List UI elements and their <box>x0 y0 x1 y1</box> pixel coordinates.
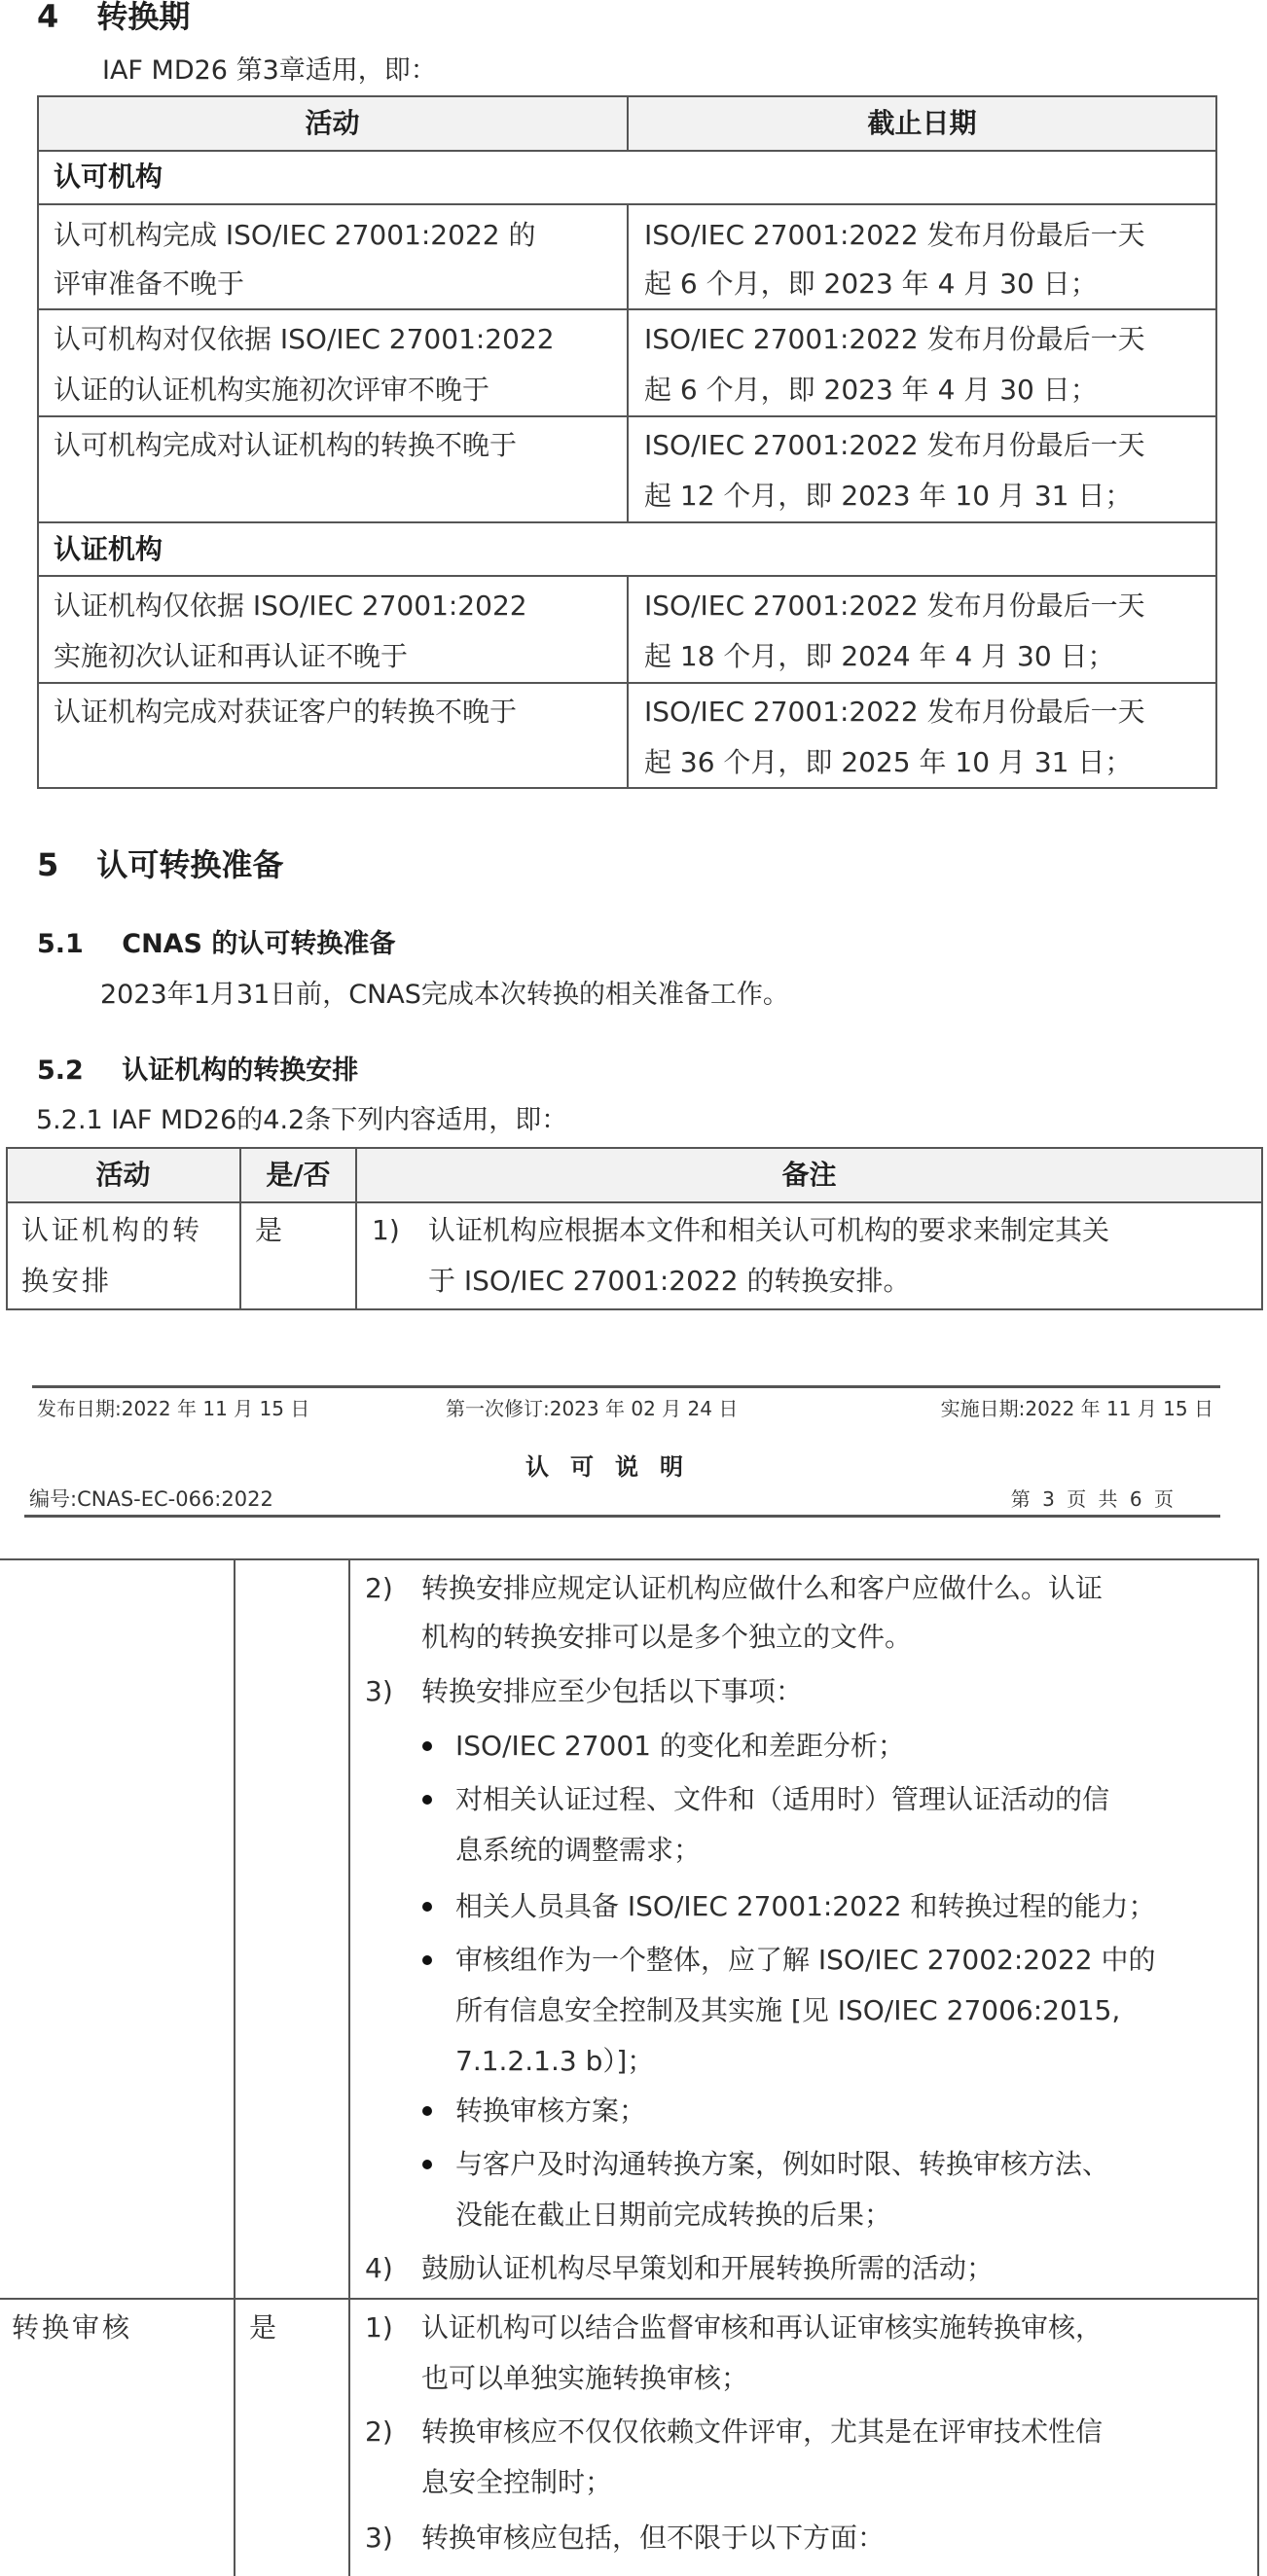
column-divider <box>627 575 629 789</box>
row-divider <box>6 1201 1263 1203</box>
issue-date: 发布日期:2022 年 11 月 15 日 <box>37 1397 310 1420</box>
table-right-border <box>1257 1558 1259 2576</box>
page-info: 第 3 页 共 6 页 <box>1010 1487 1176 1511</box>
note-number: 1) <box>372 1214 400 1246</box>
note-text: 转换安排应规定认证机构应做什么和客户应做什么。认证 <box>421 1572 1104 1604</box>
section-5-1-heading <box>37 922 395 960</box>
header-notes: 备注 <box>781 1159 837 1191</box>
activity-cell: 认证的认证机构实施初次评审不晚于 <box>54 374 490 406</box>
section-number: 5.2 <box>37 1055 84 1086</box>
bullet-text: 相关人员具备 ISO/IEC 27001:2022 和转换过程的能力； <box>455 1890 1156 1922</box>
note-text: 也可以单独实施转换审核； <box>421 2362 749 2394</box>
document-title: 认可说明 <box>525 1453 705 1481</box>
note-text: 转换审核应不仅仅依赖文件评审，尤其是在评审技术性信 <box>421 2415 1104 2448</box>
header-activity: 活动 <box>95 1159 151 1191</box>
note-number: 3) <box>365 1675 393 1707</box>
document-number: 编号:CNAS-EC-066:2022 <box>29 1487 273 1511</box>
bullet-icon <box>422 1902 432 1912</box>
section-number: 5 <box>37 846 59 883</box>
section-5-1-text: 2023年1月31日前，CNAS完成本次转换的相关准备工作。 <box>100 980 789 1010</box>
column-divider <box>234 1558 235 2576</box>
bullet-text: 7.1.2.1.3 b）]； <box>455 2045 655 2077</box>
yes-no-cell: 是 <box>255 1214 283 1246</box>
row-divider <box>0 2298 1259 2300</box>
column-divider <box>348 1558 350 2576</box>
note-number: 2) <box>365 2415 393 2448</box>
yes-no-cell: 是 <box>249 2311 277 2343</box>
activity-cell: 认证机构仅依据 ISO/IEC 27001:2022 <box>54 590 527 622</box>
deadline-cell: 起 36 个月，即 2025 年 10 月 31 日； <box>644 746 1133 778</box>
note-text: 转换审核应包括，但不限于以下方面： <box>421 2522 886 2554</box>
bullet-icon <box>422 1955 432 1965</box>
column-divider <box>627 203 629 522</box>
bullet-text: 没能在截止日期前完成转换的后果； <box>455 2199 892 2231</box>
deadline-cell: ISO/IEC 27001:2022 发布月份最后一天 <box>644 429 1145 461</box>
activity-cell: 认可机构对仅依据 ISO/IEC 27001:2022 <box>54 323 555 355</box>
deadline-cell: 起 6 个月，即 2023 年 4 月 30 日； <box>644 268 1098 300</box>
deadline-cell: 起 6 个月，即 2023 年 4 月 30 日； <box>644 374 1098 406</box>
section-number: 5.1 <box>37 929 84 959</box>
revision-date: 第一次修订:2023 年 02 月 24 日 <box>446 1397 739 1420</box>
effective-date: 实施日期:2022 年 11 月 15 日 <box>940 1397 1213 1420</box>
activity-cell: 转换审核 <box>12 2311 133 2343</box>
bullet-text: 与客户及时沟通转换方案，例如时限、转换审核方法、 <box>455 2148 1110 2180</box>
note-number: 4) <box>365 2252 393 2284</box>
bullet-text: 对相关认证过程、文件和（适用时）管理认证活动的信 <box>455 1783 1110 1815</box>
note-text: 认证机构可以结合监督审核和再认证审核实施转换审核， <box>421 2311 1104 2343</box>
activity-cell: 认可机构完成 ISO/IEC 27001:2022 的 <box>54 219 536 251</box>
bullet-icon <box>422 1741 432 1751</box>
header-top-rule <box>32 1385 1220 1388</box>
note-number: 1) <box>365 2311 393 2343</box>
deadline-cell: ISO/IEC 27001:2022 发布月份最后一天 <box>644 323 1145 355</box>
header-activity: 活动 <box>305 107 360 139</box>
note-text: 于 ISO/IEC 27001:2022 的转换安排。 <box>428 1265 911 1297</box>
bullet-icon <box>422 2106 432 2116</box>
section-title: 认可转换准备 <box>96 846 284 883</box>
section-5-2-1-text: 5.2.1 IAF MD26的4.2条下列内容适用，即： <box>36 1105 568 1135</box>
deadline-cell: ISO/IEC 27001:2022 发布月份最后一天 <box>644 219 1145 251</box>
bullet-icon <box>422 2160 432 2169</box>
section-4-intro: IAF MD26 第3章适用，即： <box>102 55 437 86</box>
bullet-text: 审核组作为一个整体，应了解 ISO/IEC 27002:2022 中的 <box>455 1944 1156 1976</box>
activity-cell: 换安排 <box>21 1265 113 1297</box>
section-5-heading <box>37 841 283 885</box>
note-text: 息安全控制时； <box>421 2466 613 2498</box>
activity-cell: 认可机构完成对认证机构的转换不晚于 <box>54 429 518 461</box>
header-bottom-rule <box>24 1515 1220 1518</box>
bullet-text: ISO/IEC 27001 的变化和差距分析； <box>455 1730 905 1762</box>
section-title: 认证机构的转换安排 <box>122 1055 359 1086</box>
deadline-cell: ISO/IEC 27001:2022 发布月份最后一天 <box>644 590 1145 622</box>
bullet-text: 所有信息安全控制及其实施 [见 ISO/IEC 27006:2015, <box>455 1994 1121 2026</box>
section-title: 转换期 <box>96 0 191 35</box>
header-yes-no: 是/否 <box>266 1159 331 1191</box>
bullet-text: 息系统的调整需求； <box>455 1834 702 1866</box>
bullet-text: 转换审核方案； <box>455 2094 647 2127</box>
activity-cell: 认证机构完成对获证客户的转换不晚于 <box>54 696 518 728</box>
activity-cell: 评审准备不晚于 <box>54 268 245 300</box>
note-text: 转换安排应至少包括以下事项： <box>421 1675 804 1707</box>
table-top-border <box>0 1558 1259 1560</box>
bullet-icon <box>422 1795 432 1805</box>
section-title: CNAS 的认可转换准备 <box>122 929 396 959</box>
activity-cell: 认证机构的转 <box>21 1214 203 1246</box>
note-number: 3) <box>365 2522 393 2554</box>
group-label-certification-body: 认证机构 <box>54 533 163 565</box>
deadline-cell: 起 12 个月，即 2023 年 10 月 31 日； <box>644 480 1133 512</box>
section-4-heading <box>37 0 190 37</box>
note-text: 认证机构应根据本文件和相关认可机构的要求来制定其关 <box>428 1214 1110 1246</box>
deadline-cell: ISO/IEC 27001:2022 发布月份最后一天 <box>644 696 1145 728</box>
header-deadline: 截止日期 <box>867 107 977 139</box>
note-text: 机构的转换安排可以是多个独立的文件。 <box>421 1621 913 1653</box>
note-number: 2) <box>365 1572 393 1604</box>
section-number: 4 <box>37 0 59 35</box>
section-5-2-heading <box>37 1049 358 1087</box>
note-text: 鼓励认证机构尽早策划和开展转换所需的活动； <box>421 2252 995 2284</box>
activity-cell: 实施初次认证和再认证不晚于 <box>54 640 409 672</box>
group-label-accreditation-body: 认可机构 <box>54 161 163 193</box>
deadline-cell: 起 18 个月，即 2024 年 4 月 30 日； <box>644 640 1115 672</box>
